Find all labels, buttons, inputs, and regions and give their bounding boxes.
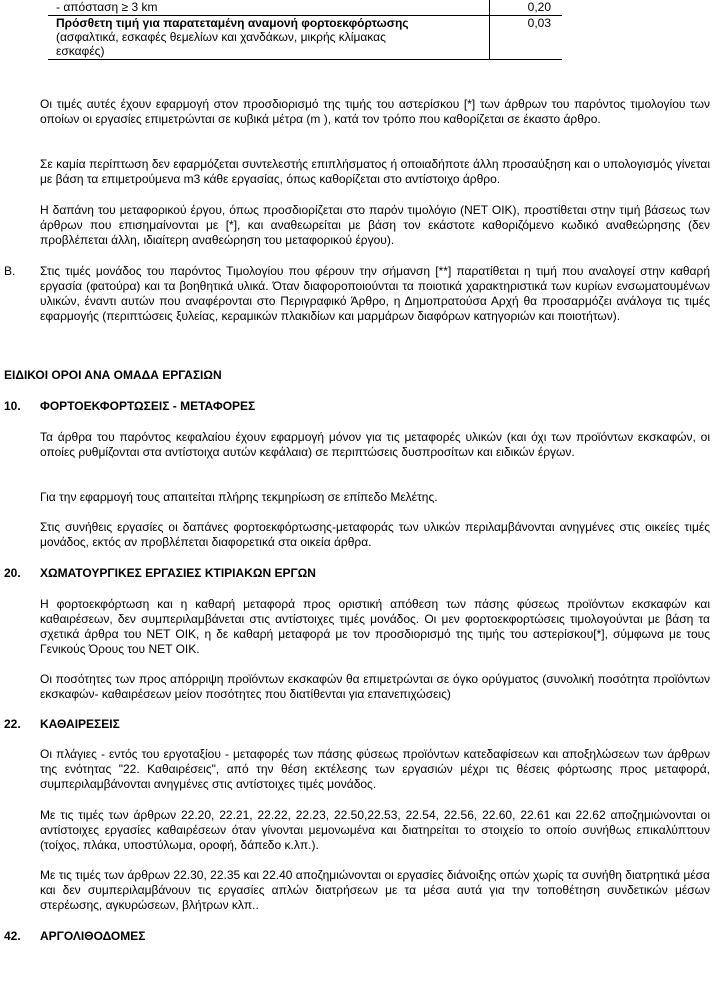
section-heading: ΧΩΜΑΤΟΥΡΓΙΚΕΣ ΕΡΓΑΣΙΕΣ ΚΤΙΡΙΑΚΩΝ ΕΡΓΩΝ (40, 566, 316, 580)
section-heading: ΦΟΡΤΟΕΚΦΟΡΤΩΣΕΙΣ - ΜΕΤΑΦΟΡΕΣ (40, 399, 256, 413)
paragraph: Στις συνήθεις εργασίες οι δαπάνες φορτοεκφόρτωσης-μεταφοράς των υλικών περιλαμβάνονται ανηγμένες στις οικείες τιμές μονάδος, εκτός αν προβλέπεται διαφορετικά στα οικεία άρθρα. (40, 520, 710, 549)
section-number: 10. (4, 399, 21, 413)
row-description-cell (48, 16, 490, 60)
table-row (48, 16, 562, 60)
paragraph: Σε καμία περίπτωση δεν εφαρμόζεται συντελεστής επιπλήσματος ή οποιαδήποτε άλλη προσαύξηση και ο υπολογισμός γίνεται με βάση τα επιμετρούμενα m3 κάθε εργασίας, όπως καθορίζεται στο αντίστοιχο άρθρο. (40, 157, 710, 186)
row-description: (ασφαλτικά, εσκαφές θεμελίων και χανδάκων, μικρής κλίμακας εσκαφές) (56, 30, 386, 58)
paragraph: Η δαπάνη του μεταφορικού έργου, όπως προσδιορίζεται στο παρόν τιμολόγιο (ΝΕΤ ΟΙΚ), προστίθεται στην τιμή βάσεως των άρθρων που επισημαίνονται με [*], και αναθεωρείται με βάση τον εκάστοτε καθοριζόμενο κωδικό αναθεώρησης (δεν προβλέπεται άλλη, ιδιαίτερη αναθεώρηση του μεταφορικού έργου). (40, 203, 710, 247)
paragraph: Οι ποσότητες των προς απόρριψη προϊόντων εκσκαφών θα επιμετρώνται σε όγκο ορύγματος (συνολική ποσότητα προϊόντων εκσκαφών- καθαιρέσεων μείον ποσότητες που διατίθενται για επανεπιχώσεις) (40, 672, 710, 701)
section-number: 22. (4, 717, 21, 731)
paragraph: Με τις τιμές των άρθρων 22.30, 22.35 και 22.40 αποζημιώνονται οι εργασίες διάνοιξης οπών χωρίς τα συνήθη διατρητικά μέσα και δεν συμπεριλαμβάνουν τις εργασίες απλών διατρήσεων με τα μέσα αυτά για την τοποθέτηση συνδετικών μέσων στερέωσης, αγκυρώσεων, βλήτρων κλπ.. (40, 868, 710, 912)
paragraph: Για την εφαρμογή τους απαιτείται πλήρης τεκμηρίωση σε επίπεδο Μελέτης. (40, 490, 438, 504)
section-heading: ΑΡΓΟΛΙΘΟΔΟΜΕΣ (40, 929, 146, 943)
table-row (48, 0, 562, 16)
paragraph: Τα άρθρα του παρόντος κεφαλαίου έχουν εφαρμογή μόνον για τις μεταφορές υλικών (και όχι των προϊόντων εκσκαφών, οι οποίες ρυθμίζονται στα αντίστοιχα αυτών κεφάλαια) σε περιπτώσεις δυσπροσίτων και ειδικών έργων. (40, 430, 710, 459)
paragraph: Οι πλάγιες - εντός του εργοταξίου - μεταφορές των πάσης φύσεως προϊόντων κατεδαφίσεων και αποξηλώσεων των άρθρων της ενότητας "22. Καθαιρέσεις", από την θέση εκτέλεσης των εργασιών μέχρι τις θέσεις φόρτωσης προς μεταφορά, συμπεριλαμβάνονται ανηγμένες στις αντίστοιχες τιμές μονάδος. (40, 747, 710, 791)
row-value: 0,20 (490, 0, 563, 16)
row-title: Πρόσθετη τιμή για παρατεταμένη αναμονή φορτοεκφόρτωσης (56, 16, 409, 30)
paragraph: Με τις τιμές των άρθρων 22.20, 22.21, 22.22, 22.23, 22.50,22.53, 22.54, 22.56, 22.60, 22.61 και 22.62 αποζημιώνονται οι αντίστοιχες εργασίες καθαιρέσεων όταν γίνονται μεμονωμένα και διατηρείται το στοιχείο το οποίο συνήθως επικαλύπτουν (τοίχος, πλάκα, υποστύλωμα, οροφή, δάπεδο κ.λπ.). (40, 808, 710, 852)
paragraph: Η φορτοεκφόρτωση και η καθαρή μεταφορά προς οριστική απόθεση των πάσης φύσεως προϊόντων εκσκαφών και καθαιρέσεων, δεν συμπεριλαμβάνεται στις αντίστοιχες τιμές μονάδος. Οι μεν φορτοεκφορτώσεις τιμολογούνται με βάση τα σχετικά άρθρα του ΝΕΤ ΟΙΚ, η δε καθαρή μεταφορά με τον προσδιορισμό της τιμής του αστερίσκου[*], σύμφωνα με τους Γενικούς Όρους του ΝΕΤ ΟΙΚ. (40, 597, 710, 656)
paragraph: Στις τιμές μονάδος του παρόντος Τιμολογίου που φέρουν την σήμανση [**] παρατίθεται η τιμή που αναλογεί στην καθαρή εργασία (φατούρα) και τα βοηθητικά υλικά. Όταν διαφοροποιούνται τα ποιοτικά χαρακτηριστικά των κυρίων ενσωματουμένων υλικών, έναντι αυτών που αναφέρονται στο Περιγραφικό Άρθρο, η Δημοπρατούσα Αρχή θα προσαρμόζει ανάλογα τις τιμές εφαρμογής (περιπτώσεις ξυλείας, κεραμικών πλακιδίων και μαρμάρων διαφόρων κατηγοριών και ποιοτήτων). (40, 264, 710, 323)
paragraph: Οι τιμές αυτές έχουν εφαρμογή στον προσδιορισμό της τιμής του αστερίσκου [*] των άρθρων του παρόντος τιμολογίου των οποίων οι εργασίες επιμετρώνται σε κυβικά μέτρα (m ), κατά τον τρόπο που καθορίζεται σε έκαστο άρθρο. (40, 97, 710, 126)
section-number: 42. (4, 929, 21, 943)
transport-rates-table (48, 0, 562, 60)
section-number: 20. (4, 566, 21, 580)
row-description: - απόσταση ≥ 3 km (48, 0, 490, 16)
row-value: 0,03 (490, 16, 563, 60)
section-heading: ΚΑΘΑΙΡΕΣΕΙΣ (40, 717, 120, 731)
section-title: ΕΙΔΙΚΟΙ ΟΡΟΙ ΑΝΑ ΟΜΑΔΑ ΕΡΓΑΣΙΩΝ (4, 368, 222, 382)
item-label: Β. (4, 264, 16, 278)
